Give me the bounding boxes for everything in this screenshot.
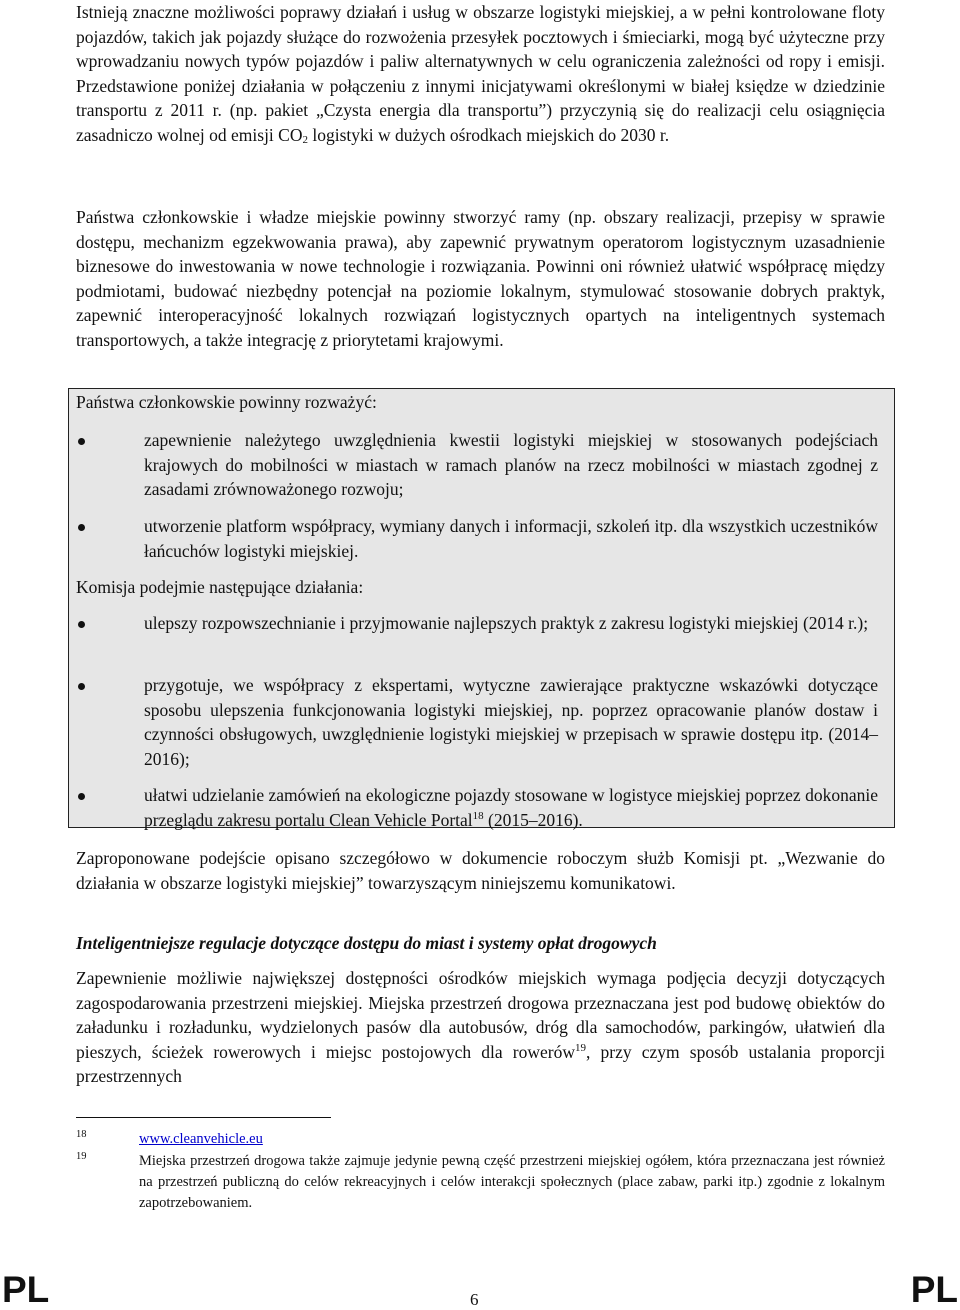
section-heading: Inteligentniejsze regulacje dotyczące dostępu do miast i systemy opłat drogowych: [76, 933, 657, 953]
footer-language-right: PL: [910, 1269, 958, 1310]
bullet-icon: [78, 621, 85, 628]
footnote-ref-18[interactable]: 18: [472, 809, 484, 822]
box-heading-member-states: Państwa członkowskie powinny rozważyć:: [76, 392, 377, 412]
box-bullet: ulepszy rozpowszechnianie i przyjmowanie najlepszych praktyk z zakresu logistyki miejskiej (2014 r.);: [144, 611, 878, 636]
footnote-18: 18 www.cleanvehicle.eu: [76, 1129, 263, 1147]
footnote-link[interactable]: www.cleanvehicle.eu: [139, 1131, 263, 1147]
paragraph-1: Istnieją znaczne możliwości poprawy działań i usług w obszarze logistyki miejskiej, a w pełni kontrolowane floty pojazdów, takich jak pojazdy służące do rozwożenia przesyłek pocztowych i śmieciarki, mogą być użyteczne przy wprowadzaniu nowych typów pojazdów i paliw alternatywnych w celu ograniczenia zależności od ropy i emisji. Przedstawione poniżej działania w połączeniu z innymi inicjatywami określonymi w białej księdze w dziedzinie transportu z 2011 r. (np. pakiet „Czysta energia dla transportu”) przyczynią się do realizacji celu osiągnięcia zasadniczo wolnej od emisji $CO_2$ logistyki w dużych ośrodkach miejskich do 2030 r.: [76, 2, 885, 146]
footnote-ref-19[interactable]: 19: [575, 1041, 587, 1054]
box-bullet: przygotuje, we współpracy z ekspertami, wytyczne zawierające praktyczne wskazówki dotyczące sposobu ulepszenia funkcjonowania logistyki miejskiej, np. poprzez opracowanie planów dostaw i czynności obsługowych, uwzględnienie logistyki miejskiej w przepisach w sprawie dostępu itp. (2014–2016);: [144, 673, 878, 771]
footnote-19: 19 Miejska przestrzeń drogowa także zajmuje jedynie pewną część przestrzeni miejskiej ogółem, która przeznaczana jest również na przestrzeń publiczną do celów rekreacyjnych i celów interakcji społecznych (place zabaw, parki itp.) zgodnie z lokalnym zapotrzebowaniem.: [76, 1151, 885, 1211]
footnote-separator: [76, 1117, 331, 1118]
paragraph-3: Zaproponowane podejście opisano szczegółowo w dokumencie roboczym służb Komisji pt. „Wezwanie do działania w obszarze logistyki miejskiej” towarzyszącym niniejszemu komunikatowi.: [76, 848, 885, 893]
action-box: [68, 388, 895, 828]
page-number: 6: [470, 1290, 479, 1309]
bullet-icon: [78, 438, 85, 445]
bullet-icon: [78, 524, 85, 531]
box-heading-commission: Komisja podejmie następujące działania:: [76, 577, 364, 597]
paragraph-4: Zapewnienie możliwie największej dostępności ośrodków miejskich wymaga podjęcia decyzji dotyczących zagospodarowania przestrzeni miejskiej. Miejska przestrzeń drogowa przeznaczana jest pod budowę obiektów do załadunku i rozładunku, wydzielonych pasów dla autobusów, dróg dla samochodów, parkingów, ułatwień dla pieszych, ścieżek rowerowych i miejsc postojowych dla rowerów$^{19}$, przy czym sposób ustalania proporcji przestrzennych: [76, 968, 885, 1086]
box-bullet: utworzenie platform współpracy, wymiany danych i informacji, szkoleń itp. dla wszystkich uczestników łańcuchów logistyki miejskiej.: [144, 514, 878, 563]
box-bullet: zapewnienie należytego uwzględnienia kwestii logistyki miejskiej w stosowanych podejściach krajowych do mobilności w miastach w ramach planów na rzecz mobilności w miastach zgodnej z zasadami zrównoważonego rozwoju;: [144, 428, 878, 502]
footer-language-left: PL: [2, 1269, 50, 1310]
bullet-icon: [78, 683, 85, 690]
paragraph-2: Państwa członkowskie i władze miejskie powinny stworzyć ramy (np. obszary realizacji, przepisy w sprawie dostępu, mechanizm egzekwowania prawa), aby zapewnić prywatnym operatorom logistycznym uzasadnienie biznesowe do inwestowania w nowe technologie i rozwiązania. Powinni oni również ułatwić współpracę między podmiotami, budować niezbędny potencjał na poziomie lokalnym, stymulować stosowanie dobrych praktyk, zapewnić interoperacyjność lokalnych rozwiązań logistycznych opartych na inteligentnych systemach transportowych, a także integrację z priorytetami krajowymi.: [76, 207, 885, 350]
box-bullet: ułatwi udzielanie zamówień na ekologiczne pojazdy stosowane w logistyce miejskiej poprzez dokonanie przeglądu zakresu portalu Clean Vehicle Portal$^{18}$ (2015–2016).: [144, 783, 878, 832]
bullet-icon: [78, 793, 85, 800]
